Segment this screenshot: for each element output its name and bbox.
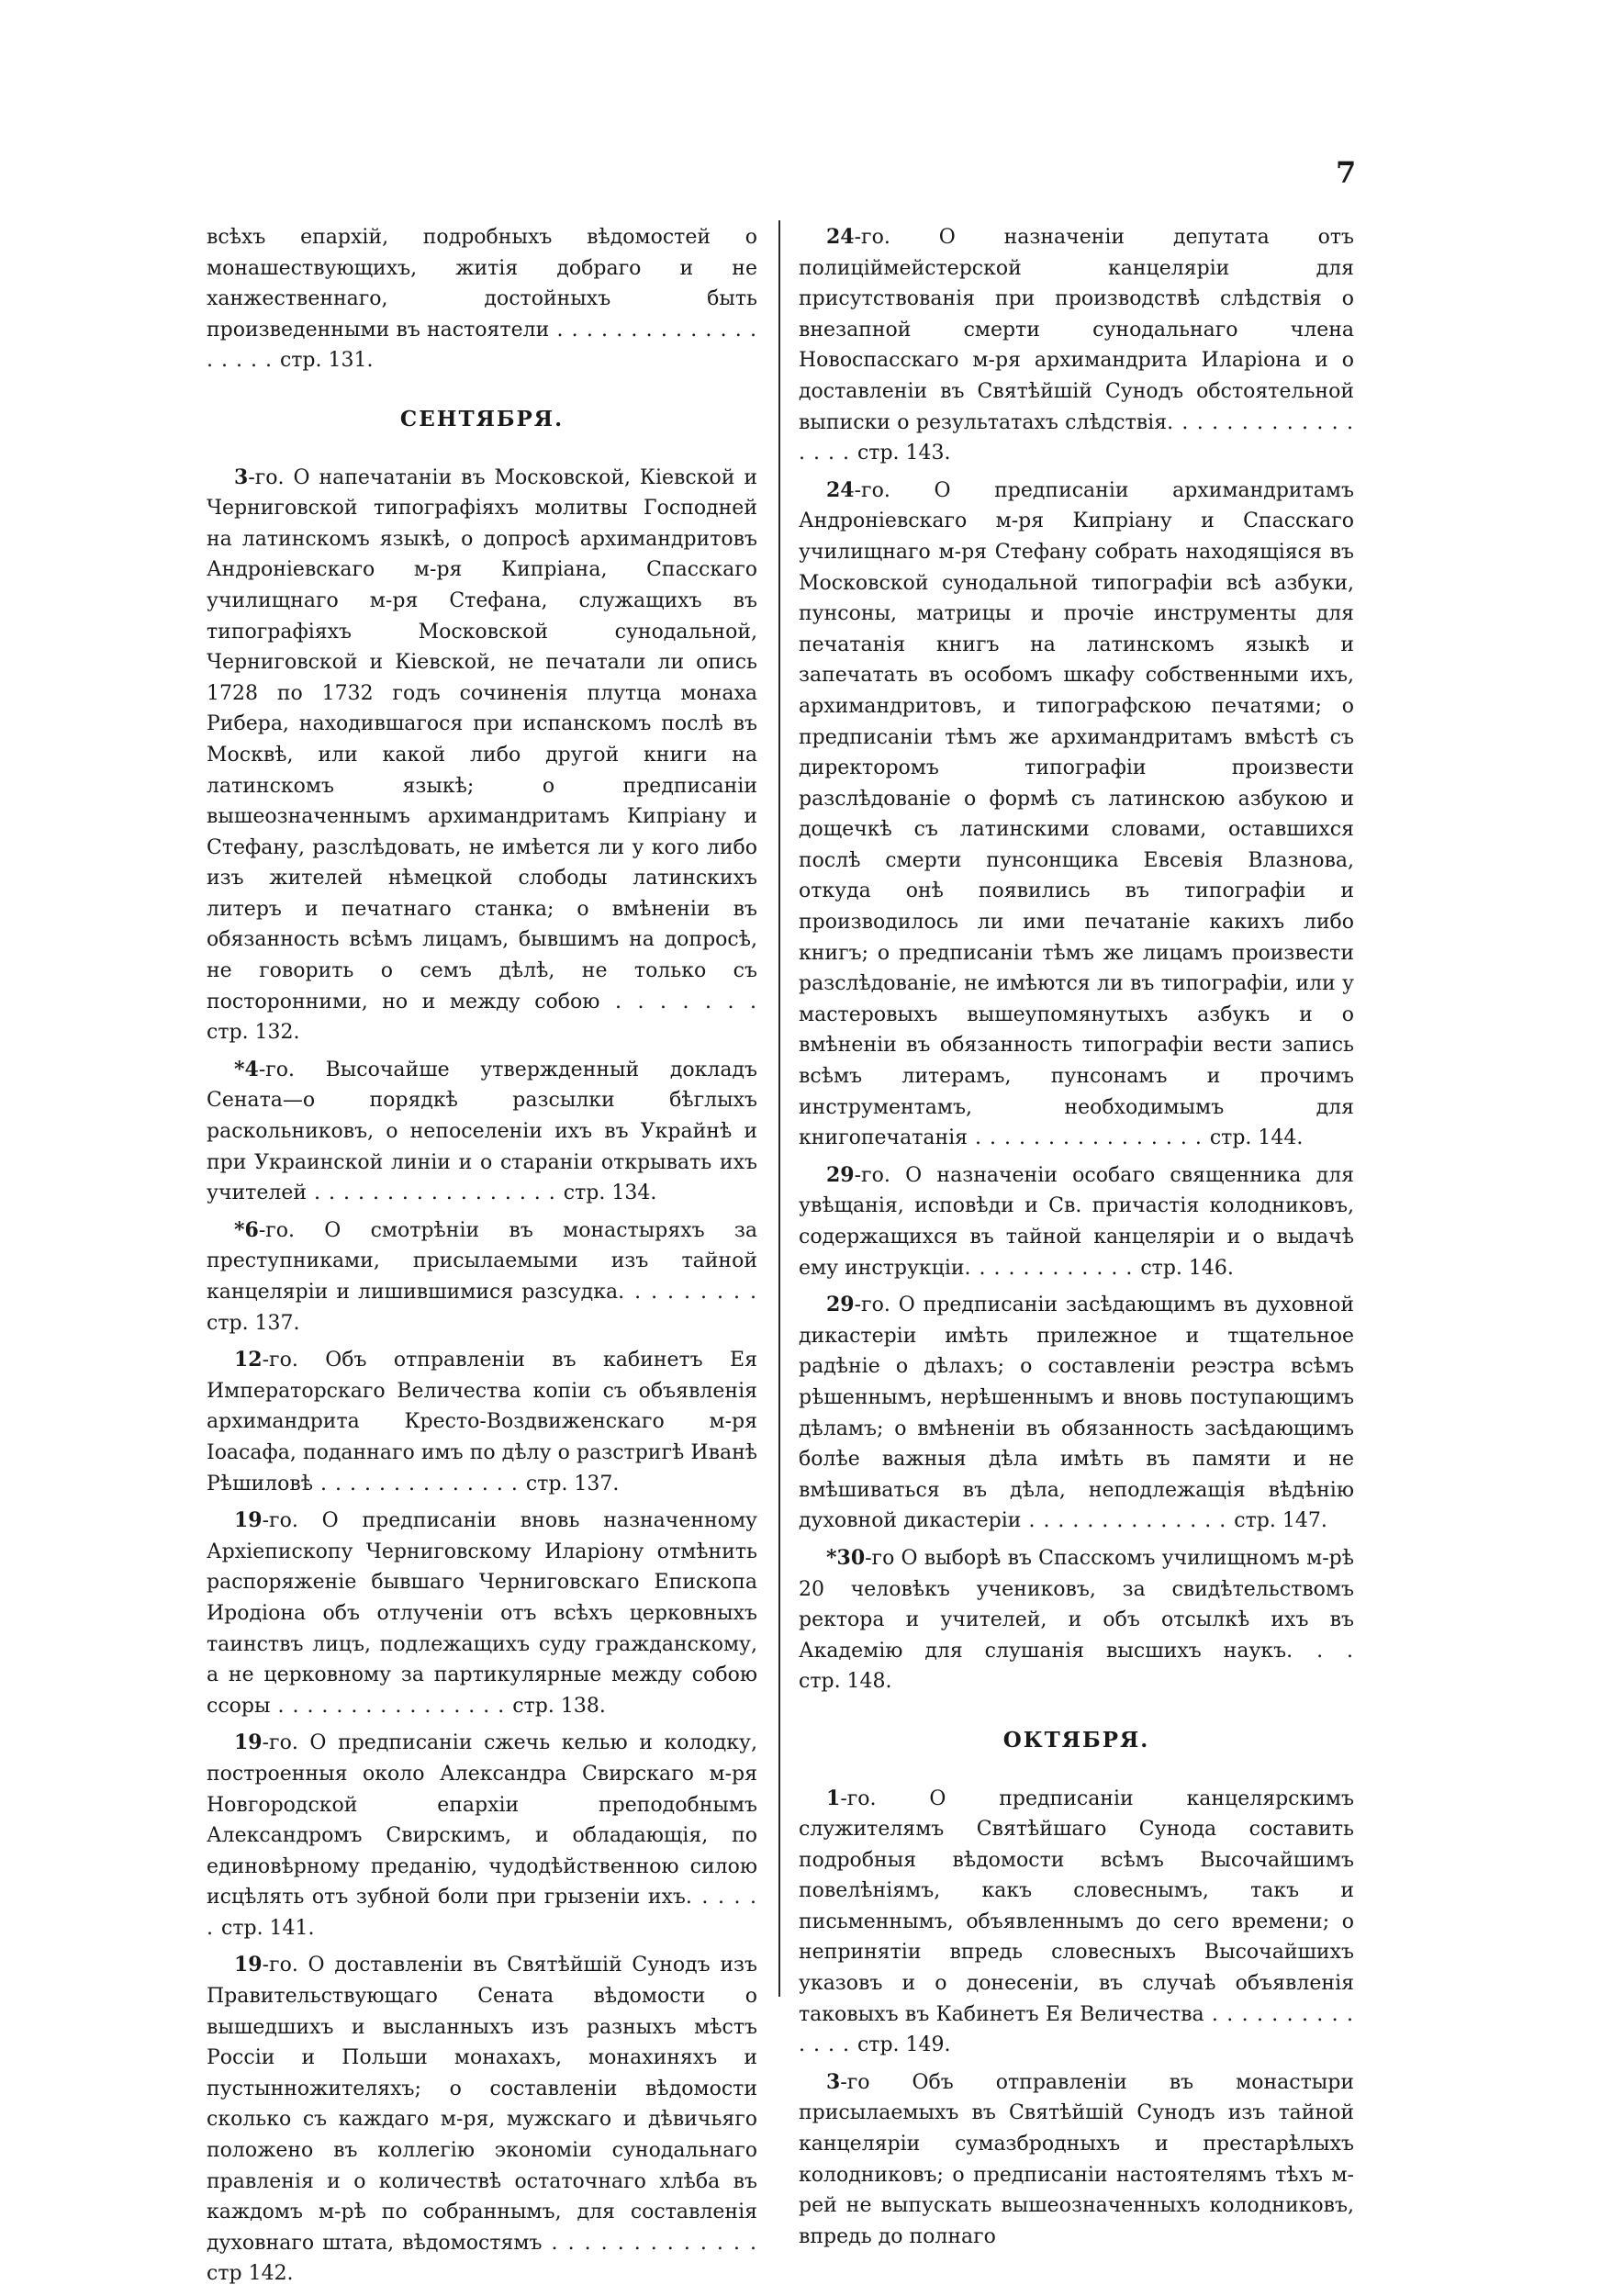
entry-day-suffix: -го.: [262, 1731, 298, 1755]
dot-leaders: . . . . . . . . . . . . . . . . .: [307, 1182, 564, 1205]
entry-text: Высочайше утвержденный докладъ Сената—о порядкѣ разсылки бѣглыхъ раскольниковъ, о непоселеніи ихъ въ Украйнѣ и при Украинской линіи и о стараніи открывать ихъ учителей: [207, 1058, 757, 1205]
entry-text: О предписаніи засѣдающимъ въ духовной дикастеріи имѣть прилежное и тщательное радѣніе о дѣлахъ; о составленіи реэстра всѣмъ рѣшеннымъ, нерѣшеннымъ и вновь поступающимъ дѣламъ; о вмѣненіи въ обязанность засѣдающимъ болѣе важныя дѣла имѣть въ памяти и не вмѣшиваться въ дѣла, неподлежащія вѣдѣнію духовной дикастеріи: [799, 1294, 1354, 1533]
entry-day: *4: [234, 1057, 259, 1081]
entry-text: О назначеніи особаго священника для увѣщанія, исповѣди и Св. причастія колодниковъ, содержащихся въ тайной канцеляріи и о выдачѣ ему инструкціи: [799, 1163, 1354, 1280]
entry-text: О назначеніи депутата отъ полиціймейстерской канцеляріи для присутствованія при производствѣ слѣдствія о внезапной смерти сунодальнаго члена Новоспасскаго м-ря архимандрита Иларіона и о доставленіи въ Святѣйшій Сунодъ обстоятельной выписки о результатахъ слѣдствія: [799, 226, 1354, 434]
entry-day: 19: [234, 1508, 263, 1533]
index-entry: [207, 463, 757, 1048]
index-entry: [207, 1506, 757, 1721]
index-entry: [207, 1215, 757, 1338]
right-entries-top: [799, 222, 1354, 1697]
dot-leaders: . . . . . . .: [599, 990, 757, 1014]
dot-leaders: . . . . . . . . . . . . . . . . . . .: [207, 318, 757, 373]
entry-day-suffix: -го: [865, 1546, 895, 1570]
entry-day-suffix: -го: [840, 2070, 870, 2094]
page-reference: стр. 138.: [512, 1694, 606, 1718]
index-entry: [799, 1543, 1354, 1697]
entry-day: 3: [234, 465, 249, 489]
entry-day: 19: [234, 1953, 263, 1977]
entry-text: О смотрѣніи въ монастыряхъ за преступниками, присылаемыми изъ тайной канцеляріи и лишившимися разсудка: [207, 1218, 757, 1304]
entry-text: всѣхъ епархій, подробныхъ вѣдомостей о монашествующихъ, житія добраго и не ханжественнаго, достойныхъ быть произведенными въ настоятели: [207, 226, 757, 342]
month-heading-october: ОКТЯБРЯ.: [1002, 1727, 1150, 1753]
page-reference: стр. 134.: [563, 1182, 657, 1205]
entry-day-suffix: -го.: [262, 1349, 298, 1372]
index-entry: [799, 222, 1354, 469]
entry-text: О предписаніи канцелярскимъ служителямъ Святѣйшаго Сунода составить подробныя вѣдомости всѣмъ Высочайшимъ повелѣніямъ, какъ словеснымъ, такъ и письменнымъ, объявленнымъ до сего времени; о непринятіи впредь словесныхъ Высочайшихъ указовъ и о донесеніи, въ случаѣ объявленія таковыхъ въ Кабинетъ Ея Величества: [799, 1786, 1354, 2026]
month-heading-september: СЕНТЯБРЯ.: [399, 406, 565, 431]
entry-text: Объ отправленіи въ кабинетъ Ея Императорскаго Величества копіи съ объявленія архимандрита Кресто-Воздвиженскаго м-ря Іоасафа, поданнаго имъ по дѣлу о разстригѣ Иванѣ Рѣшиловѣ: [207, 1349, 757, 1495]
entry-day-suffix: -го.: [248, 465, 285, 489]
index-entry: [207, 1055, 757, 1209]
entry-day-suffix: -го.: [262, 1954, 298, 1977]
dot-leaders: . . . . . . . . . . . . . . . .: [270, 1694, 513, 1718]
page-reference: стр. 137.: [525, 1472, 620, 1495]
right-entries-bottom: [799, 1784, 1354, 2253]
entry-day: *30: [826, 1545, 866, 1570]
entry-text: О выборѣ въ Спасскомъ училищномъ м-рѣ 20 человѣкъ учениковъ, за свидѣтельствомъ ректора и учителей, и объ отсылкѣ ихъ въ Академію для слушанія высшихъ наукъ: [799, 1546, 1354, 1663]
entry-text: О предписаніи архимандритамъ Андроніевскаго м-ря Кипріану и Спасскаго училищнаго м-ря Стефану собрать находящіяся въ Московской сунодальной типографіи всѣ азбуки, пунсоны, матрицы и прочіе инструменты для печатанія книгъ на латинскомъ языкѣ и запечатать въ особомъ шкафу собственными ихъ, архимандритовъ, и типографскою печатями; о предписаніи тѣмъ же архимандритамъ вмѣстѣ съ директоромъ типографіи произвести разслѣдованіе о формѣ съ латинскою азбукою и дощечкѣ съ латинскими словами, оставшихся послѣ смерти пунсонщика Евсевія Влазнова, откуда онѣ появились въ типографіи и производилось ли ими печатаніе какихъ либо книгъ; о предписаніи тѣмъ же лицамъ произвести разслѣдованіе, не имѣются ли въ типографіи, или у мастеровыхъ вышеупомянутыхъ азбукъ и о вмѣненіи въ обязанность типографіи вести запись всѣмъ литерамъ, пунсонамъ и прочимъ инструментамъ, необходимымъ для книгопечатанія: [799, 478, 1354, 1150]
entry-day: 29: [826, 1162, 855, 1187]
entry-day: 3: [826, 2069, 841, 2094]
left-entries: [207, 463, 757, 2290]
page-reference: стр. 148.: [799, 1670, 892, 1694]
entry-day: 12: [234, 1348, 263, 1372]
index-entry: [799, 1290, 1354, 1537]
index-entry: [799, 476, 1354, 1154]
index-entry: [207, 1345, 757, 1499]
index-entry: [799, 1160, 1354, 1283]
index-entry: [799, 2067, 1354, 2253]
entry-day: 24: [826, 477, 855, 502]
dot-leaders: . . .: [1286, 1639, 1354, 1663]
page-reference: стр. 149.: [856, 2033, 951, 2057]
index-entry: [207, 1728, 757, 1943]
column-divider: [778, 220, 780, 1997]
page-reference: стр. 141.: [221, 1916, 315, 1940]
dot-leaders: . . . . . . . . . . . . . .: [313, 1472, 526, 1495]
dot-leaders: . . . . . . . . . . . . . . . . .: [799, 410, 1354, 465]
dot-leaders: . . . . . .: [207, 1886, 757, 1940]
entry-day-suffix: -го.: [258, 1058, 296, 1081]
index-entry: [799, 1784, 1354, 2061]
dot-leaders: . . . . . . . . . . . . . . . .: [968, 1126, 1210, 1150]
page-reference: стр. 144.: [1209, 1126, 1304, 1150]
entry-text: О доставленіи въ Святѣйшій Сунодъ изъ Правительствующаго Сената вѣдомости о вышедшихъ и высланныхъ изъ разныхъ мѣстъ Россіи и Польши монахахъ, монахиняхъ и пустынножителяхъ; о составленіи вѣдомости сколько съ каждаго м-ря, мужскаго и дѣвичьяго положено въ коллегію экономіи сунодальнаго правленія и о количествѣ остаточнаго хлѣба въ каждомъ м-рѣ по собраннымъ, для составленія духовнаго штата, вѣдомостямъ: [207, 1954, 757, 2255]
entry-day: 29: [826, 1293, 855, 1317]
dot-leaders: . . . . . . . . .: [618, 1281, 757, 1304]
index-entry: [207, 1950, 757, 2290]
entry-text: О предписаніи вновь назначенному Архіепископу Черниговскому Иларіону отмѣнить распоряженіе бывшаго Черниговскаго Епископа Иродіона объ отлученіи отъ всѣхъ церковныхъ таинствъ лицъ, подлежащихъ суду гражданскому, а не церковному за партикулярные между собою ссоры: [207, 1509, 757, 1718]
entry-day: 24: [826, 225, 855, 249]
entry-text: О предписаніи сжечь келью и колодку, построенныя около Александра Свирскаго м-ря Новгородской епархіи преподобнымъ Александромъ Свирскимъ, и обладающія, по единовѣрному преданію, чудодѣйственною силою исцѣлять отъ зубной боли при грызеніи ихъ: [207, 1731, 757, 1910]
entry-day-suffix: -го.: [854, 226, 890, 249]
entry-day: *6: [234, 1217, 259, 1242]
dot-leaders: . . . . . . . . . . . .: [964, 1256, 1141, 1280]
page-reference: стр. 132.: [207, 1021, 300, 1045]
dot-leaders: . . . . . . . . . . . . . .: [799, 2002, 1354, 2057]
entry-text: О напечатаніи въ Московской, Кіевской и Черниговской типографіяхъ молитвы Господней на латинскомъ языкѣ, о допросѣ архимандритовъ Андроніевскаго м-ря Кипріана, Спасскаго училищнаго м-ря Стефана, служащихъ въ типографіяхъ Московской сунодальной, Черниговской и Кіевской, не печатали ли опись 1728 по 1732 годъ сочиненія плутца монаха Рибера, находившагося при испанскомъ послѣ въ Москвѣ, или какой либо другой книги на латинскомъ языкѣ; о предписаніи вышеозначеннымъ архимандритамъ Кипріану и Стефану, разслѣдовать, не имѣется ли у кого либо изъ жителей нѣмецкой слободы латинскихъ литеръ и печатнаго станка; о вмѣненіи въ обязанность всѣмъ лицамъ, бывшимъ на допросѣ, не говорить о семъ дѣлѣ, не только съ посторонними, но и между собою: [207, 465, 757, 1014]
continuation-entry: [207, 222, 757, 376]
page-reference: стр. 146.: [1140, 1256, 1234, 1280]
page-reference: стр. 143.: [856, 442, 951, 465]
left-column: [207, 222, 757, 2296]
entry-day-suffix: -го.: [258, 1218, 296, 1242]
entry-text: Объ отправленіи въ монастыри присылаемыхъ въ Святѣйшій Сунодъ изъ тайной канцеляріи сумазбродныхъ и престарѣлыхъ колодниковъ; о предписаніи настоятелямъ тѣхъ м-рей не выпускать вышеозначенныхъ колодниковъ, впредь до полнаго: [799, 2070, 1354, 2248]
right-column: [799, 222, 1354, 2258]
dot-leaders: . . . . . . . . . . . . .: [542, 2231, 757, 2255]
entry-day: 1: [826, 1786, 841, 1810]
entry-day-suffix: -го.: [840, 1786, 877, 1810]
entry-day-suffix: -го.: [854, 1163, 890, 1187]
entry-day-suffix: -го.: [262, 1509, 298, 1533]
page-reference: стр. 131.: [279, 349, 374, 373]
entry-day-suffix: -го.: [854, 478, 890, 502]
page-reference: стр. 147.: [1234, 1509, 1327, 1533]
entry-day: 19: [234, 1730, 263, 1755]
entry-day-suffix: -го.: [854, 1294, 890, 1317]
page-reference: стр 142.: [207, 2262, 294, 2286]
dot-leaders: . . . . . . . . . . . . . .: [1021, 1509, 1235, 1533]
page-reference: стр. 137.: [207, 1311, 300, 1335]
page-number: 7: [1336, 155, 1357, 190]
